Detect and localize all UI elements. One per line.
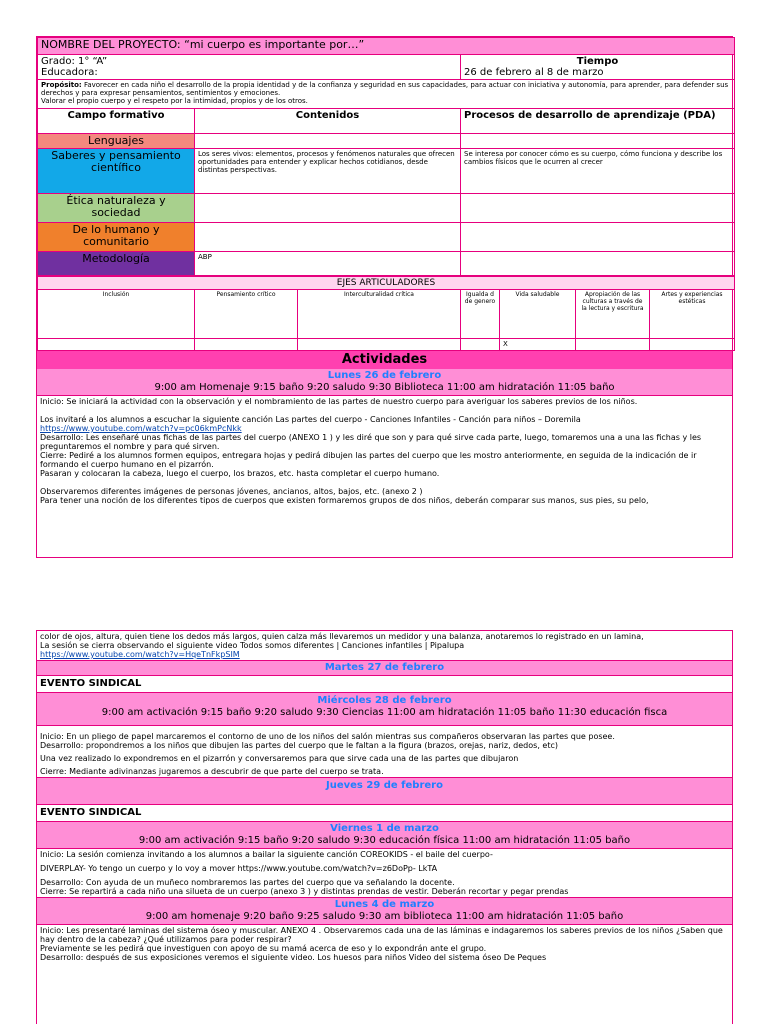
lunes26-inicio: Inicio: Se iniciará la actividad con la observación y el nombramiento de las partes de nuestro cuerpo para averiguar los saberes previos de los niños.	[40, 397, 638, 406]
viernes1-body	[37, 848, 732, 897]
eje-mark-interculturalidad	[298, 339, 461, 351]
lunes26-desarrollo: Desarrollo: Les enseñaré unas fichas de las partes del cuerpo (ANEXO 1 ) y les diré que son y para qué sirve cada parte, luego, tomaremos una a una las fichas y les preguntaremos el nombre y para qué sirven.	[40, 433, 702, 451]
lunes26-day: Lunes 26 de febrero	[327, 370, 442, 381]
viernes1-diverplay: DIVERPLAY- Yo tengo un cuerpo y lo voy a mover https://www.youtube.com/watch?v=z6DoPp- LkTA	[40, 864, 438, 873]
lunes26-body	[37, 395, 732, 506]
actividades-title: Actividades	[37, 351, 732, 369]
grado-educadora-cell	[38, 55, 461, 80]
lunes26-schedule: 9:00 am Homenaje 9:15 baño 9:20 saludo 9:30 Biblioteca 11:00 am hidratación 11:05 baño	[154, 382, 615, 393]
eje-mark-inclusion	[38, 339, 195, 351]
miercoles28-cierre: Cierre: Mediante adivinanzas jugaremos a descubrir de que parte del cuerpo se trata.	[40, 767, 384, 776]
lunes26-video: La sesión se cierra observando el siguiente video Todos somos diferentes | Canciones infantiles | Pipalupa	[40, 641, 465, 650]
lunes4-day: Lunes 4 de marzo	[334, 899, 435, 910]
pda-metodologia	[461, 252, 735, 276]
miercoles28-conversaremos: Una vez realizado lo expondremos en el pizarrón y conversaremos para que sirve cada una de las partes que dibujaron	[40, 754, 519, 763]
viernes1-day: Viernes 1 de marzo	[330, 823, 439, 834]
eje-inclusion: Inclusión	[38, 290, 195, 339]
martes27-evento: EVENTO SINDICAL	[37, 675, 732, 692]
viernes1-desarrollo: Desarrollo: Con ayuda de un muñeco nombraremos las partes del cuerpo que va señalando la docente.	[40, 878, 455, 887]
tiempo-cell	[461, 55, 735, 80]
jueves29-evento: EVENTO SINDICAL	[37, 804, 732, 821]
viernes1-inicio: Inicio: La sesión comienza invitando a los alumnos a bailar la siguiente canción COREOKIDS - el baile del cuerpo-	[40, 850, 493, 859]
miercoles28-body	[37, 725, 732, 777]
contenido-metodologia: ABP	[195, 252, 461, 276]
ejes-title: EJES ARTICULADORES	[38, 277, 735, 290]
lunes26-cierre: Cierre: Pediré a los alumnos formen equipos, entregara hojas y pedirá dibujen las partes del cuerpo que les mostro anteriormente, en seguida de la indicación de ir formando el cuerpo humano en el pizarrón.	[40, 451, 697, 469]
tiempo-label: Tiempo	[576, 56, 619, 67]
proposito-text-2: Valorar el propio cuerpo y el respeto por la intimidad, propios y de los otros.	[41, 97, 308, 105]
lunes26-header	[37, 369, 732, 395]
eje-artes: Artes y experiencias estéticas	[650, 290, 735, 339]
contenido-saberes: Los seres vivos: elementos, procesos y fenómenos naturales que ofrecen oportunidades para entender y explicar hechos cotidianos, desde distintas perspectivas.	[195, 149, 461, 194]
campo-humano: De lo humano y comunitario	[38, 223, 195, 252]
jueves29-day: Jueves 29 de febrero	[326, 780, 443, 791]
campo-saberes: Saberes y pensamiento científico	[38, 149, 195, 194]
proposito-label: Propósito:	[41, 81, 82, 89]
eje-mark-pensamiento	[195, 339, 298, 351]
lunes26-continuation	[37, 631, 732, 660]
lunes4-desarrollo: Desarrollo: después de sus exposiciones veremos el siguiente video. Los huesos para niños Video del sistema óseo De Peques	[40, 953, 547, 962]
document-page-1	[36, 36, 733, 558]
miercoles28-day: Miércoles 28 de febrero	[317, 695, 452, 706]
martes27-header	[37, 660, 732, 675]
pda-etica	[461, 194, 735, 223]
eje-igualdad-genero: Igualda d de genero	[461, 290, 500, 339]
contenido-etica	[195, 194, 461, 223]
lunes4-header	[37, 897, 732, 924]
eje-mark-igualdad	[461, 339, 500, 351]
eje-mark-artes	[650, 339, 735, 351]
lunes4-inicio: Inicio: Les presentaré laminas del sistema óseo y muscular. ANEXO 4 . Observaremos cada una de las láminas e indagaremos los saberes previos de los niños ¿Saben que hay dentro de la cabeza? ¿Qué utilizamos para poder respirar?	[40, 926, 723, 944]
viernes1-header	[37, 821, 732, 848]
eje-mark-apropiacion	[576, 339, 650, 351]
pda-saberes: Se interesa por conocer cómo es su cuerpo, cómo funciona y describe los cambios físicos que le ocurren al crecer	[461, 149, 735, 194]
contenido-humano	[195, 223, 461, 252]
project-title: NOMBRE DEL PROYECTO: “mi cuerpo es importante por…”	[38, 38, 735, 55]
lunes4-previamente: Previamente se les pedirá que investiguen con apoyo de su mamá acerca de eso y lo expondrán ante el grupo.	[40, 944, 487, 953]
lunes26-observaremos: Observaremos diferentes imágenes de personas jóvenes, ancianos, altos, bajos, etc. (anexo 2 )	[40, 487, 423, 496]
lunes4-body	[37, 924, 732, 963]
campo-metodologia: Metodología	[38, 252, 195, 276]
jueves29-header	[37, 777, 732, 804]
miercoles28-header	[37, 692, 732, 725]
eje-interculturalidad: Interculturalidad crítica	[298, 290, 461, 339]
header-table	[37, 37, 735, 276]
contenido-lenguajes	[195, 134, 461, 149]
grado: Grado: 1° “A”	[41, 56, 108, 67]
pda-lenguajes	[461, 134, 735, 149]
campo-etica: Ética naturaleza y sociedad	[38, 194, 195, 223]
lunes26-ojos: color de ojos, altura, quien tiene los dedos más largos, quien calza más llevaremos un medidor y una balanza, anotaremos lo registrado en un lamina,	[40, 632, 644, 641]
lunes26-nocion: Para tener una noción de los diferentes tipos de cuerpos que existen formaremos grupos de dos niños, deberán comparar sus manos, sus pies, su pelo,	[40, 496, 649, 505]
col-header-campo: Campo formativo	[38, 109, 195, 134]
eje-pensamiento-critico: Pensamiento crítico	[195, 290, 298, 339]
proposito-cell	[38, 80, 735, 109]
lunes26-link-1[interactable]: https://www.youtube.com/watch?v=pc06kmPcNkk	[40, 424, 242, 433]
miercoles28-schedule: 9:00 am activación 9:15 baño 9:20 saludo 9:30 Ciencias 11:00 am hidratación 11:05 baño 11:30 educación fisca	[101, 707, 668, 718]
lunes26-pasaran: Pasaran y colocaran la cabeza, luego el cuerpo, los brazos, etc. hasta completar el cuerpo humano.	[40, 469, 440, 478]
proposito-text: Favorecer en cada niño el desarrollo de la propia identidad y de la confianza y seguridad en sus capacidades, para actuar con iniciativa y autonomía, para aprender, para defender sus derechos y para expresar pensamientos, sentimientos y emociones.	[41, 81, 729, 97]
miercoles28-desarrollo: Desarrollo: propondremos a los niños que dibujen las partes del cuerpo que le faltan a la figura (brazos, orejas, nariz, dedos, etc)	[40, 741, 558, 750]
viernes1-schedule: 9:00 am activación 9:15 baño 9:20 saludo 9:30 educación física 11:00 am hidratación 11:05 baño	[138, 835, 631, 846]
viernes1-cierre: Cierre: Se repartirá a cada niño una silueta de un cuerpo (anexo 3 ) y distintas prendas de vestir. Deberán recortar y pegar prendas	[40, 887, 569, 896]
eje-apropiacion-culturas: Apropiación de las culturas a través de la lectura y escritura	[576, 290, 650, 339]
pda-humano	[461, 223, 735, 252]
col-header-pda: Procesos de desarrollo de aprendizaje (PDA)	[461, 109, 735, 134]
campo-lenguajes: Lenguajes	[38, 134, 195, 149]
lunes26-cancion: Los invitaré a los alumnos a escuchar la siguiente canción Las partes del cuerpo - Canciones Infantiles - Canción para niños – Doremila	[40, 415, 581, 424]
document-page-2	[36, 630, 733, 1024]
lunes26-link-2[interactable]: https://www.youtube.com/watch?v=HqeTnFkpSIM	[40, 650, 240, 659]
tiempo-value: 26 de febrero al 8 de marzo	[464, 67, 604, 78]
eje-mark-vida-saludable: X	[500, 339, 576, 351]
lunes4-schedule: 9:00 am homenaje 9:20 baño 9:25 saludo 9:30 am biblioteca 11:00 am hidratación 11:05 baño	[145, 911, 624, 922]
eje-vida-saludable: Vida saludable	[500, 290, 576, 339]
col-header-contenidos: Contenidos	[195, 109, 461, 134]
educadora: Educadora:	[41, 67, 98, 78]
martes27-day: Martes 27 de febrero	[324, 662, 445, 673]
ejes-table	[37, 276, 735, 351]
miercoles28-inicio: Inicio: En un pliego de papel marcaremos el contorno de uno de los niños del salón mientras sus compañeros observaran las partes que posee.	[40, 732, 615, 741]
